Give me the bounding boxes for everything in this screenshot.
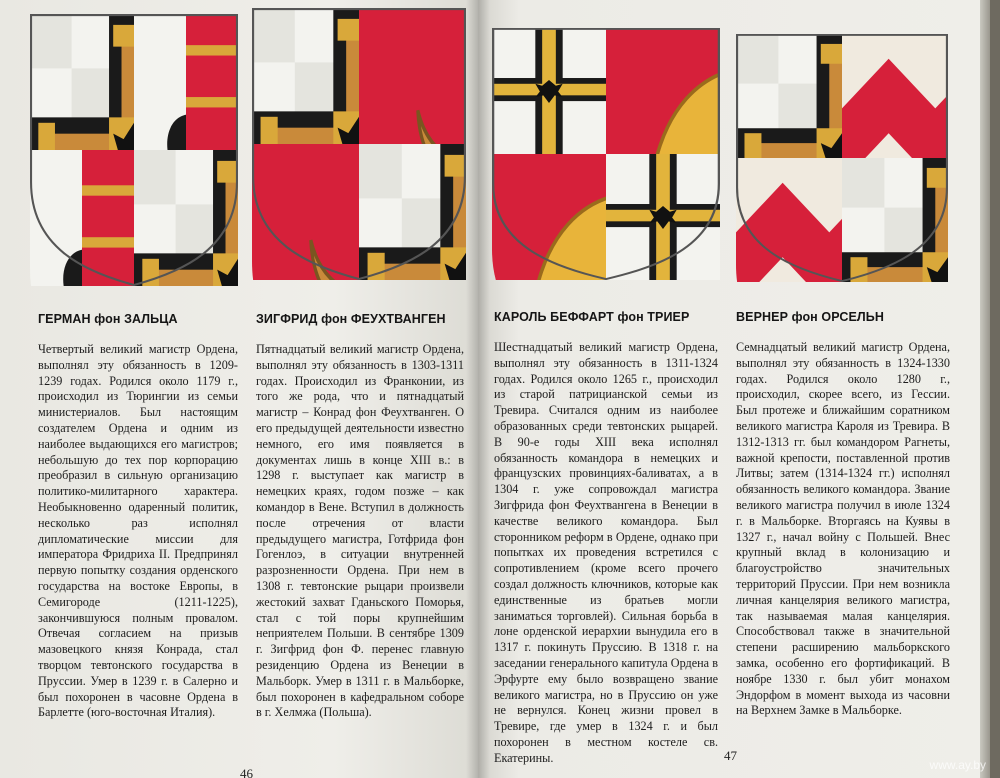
coat-of-arms-4 [736,34,948,282]
coat-of-arms-2 [252,8,466,280]
entry-siegfried-von-feuchtwangen [256,312,464,721]
page-edge [980,0,990,778]
entry-title: КАРОЛЬ БЕФФАРТ фон ТРИЕР [494,310,690,324]
entry-biography: Пятнадцатый великий магистр Ордена, выполнял эту обязанность в 1303-1311 годах. Происходил из Франконии, из того же рода, что и пятнадцатый магистр – Конрад фон Феухтванген. О его предыдущей деятельности известно немного, его имя появляется в документах лишь в конце XIII в.: в 1298 г. выступает как магистр в немецких краях, годом позже – как командор в Вене. Вступил в должность после отречения от власти предыдущего магистра, Готфрида фон Гогенлоэ, в ситуации внутренней разрозненности Ордена. При нем в 1308 г. тевтонские рыцари произвели жестокий захват Гданьского Поморья, стал с той поры крупнейшим неприятелем Польши. В сентябре 1309 г. Зигфрид фон Ф. перенес главную резиденцию Ордена из Венеции в Мальборк. Умер в 1311 г. в Мальборке, был похоронен в кафедральном соборе в г. Хелмжа (Польша). [256,342,464,720]
page-number-left: 46 [240,766,253,778]
entry-biography: Шестнадцатый великий магистр Ордена, выполнял эту обязанность в 1311-1324 годах. Родился около 1265 г., происходил из старой патрицианской семьи из Тревира. Считался одним из наиболее образованных среди тевтонских рыцарей. В 90-е годы XIII века исполнял обязанность командора в немецких и французских провинциях-баливатах, а в 1304 г. уже сопровождал магистра Зигфрида фон Феухтвангена в Венеции в качестве великого командора. Был сторонником реформ в Ордене, однако при попытках их проведения встретился с сопротивлением (кроме всего прочего создал должность ключников, которые как единственные из братьев могли заниматься торговлей). Сильная борьба в лоне орденской иерархии вынудила его в 1317 г. покинуть Пруссию. В 1318 г. на заседании генерального капитула Ордена в Эрфурте ему было возвращено звание великого магистра, но в Пруссию он уже не вернулся. Конец жизни провел в Тревире, где умер в 1324 г. и был похоронен в местном костеле св. Екатерины. [494,340,718,765]
coat-of-arms-1 [30,14,238,286]
entry-biography: Семнадцатый великий магистр Ордена, выполнял эту обязанность в 1324-1330 годах. Родился около 1280 г., происходил, скорее всего, из Гессии. Был протеже и ближайшим соратником великого магистра Кароля из Тревира. В 1312-1313 гг. был командором Рагнеты, важной крепости, поставленной против Литвы; затем (1314-1324 гг.) исполнял обязанность великого командора. Звание великого магистра получил в июле 1324 г. в Мальборке. Вторгаясь на Куявы в 1327 г., начал войну с Польшей. Внес крупный вклад в колонизацию и благоустройство значительных территорий Пруссии. При нем возникла личная канцелярия великого магистра, так называемая малая канцелярия. Способствовал также в значительной степени расширению мальборкского замка, особенно его фортификаций. В ноябре 1330 г. был убит монахом Эндорфом в момент выхода из часовни на Верхнем Замке в Мальборке. [736,340,950,718]
left-page [0,0,478,778]
coat-of-arms-3 [492,28,720,280]
entry-hermann-von-salza [38,312,238,721]
entry-werner-von-orseln [736,310,950,719]
watermark: www.ay.by [929,758,986,772]
right-page [478,0,990,778]
entry-title: ЗИГФРИД фон ФЕУХТВАНГЕН [256,312,446,326]
entry-title: ВЕРНЕР фон ОРСЕЛЬН [736,310,885,324]
entry-karl-von-trier [494,310,718,767]
entry-biography: Четвертый великий магистр Ордена, выполнял эту обязанность в 1209-1239 годах. Родился около 1179 г., происходил из Тюрингии из семьи министериалов. Был настоящим создателем Ордена и одним из наиболее выдающихся его магистров; небольшую до тех пор корпорацию преобразил в сильную организацию политико-милитарного характера. Необыкновенно одаренный политик, несколько раз исполнял дипломатические миссии для императора Фридриха II. Предпринял первую попытку создания орденского государства на востоке Европы, в Семигороде (1211-1225), закончившуюся полным провалом. Отвечая согласием на призыв мазовецкого князя Конрада, стал творцом тевтонского государства в Пруссии. Умер в 1239 г. в Салерно и был похоронен в часовне Ордена в Барлетте (юго-восточная Италия). [38,342,238,720]
entry-title: ГЕРМАН фон ЗАЛЬЦА [38,312,178,326]
book-gutter [466,0,490,778]
page-number-right: 47 [724,748,737,763]
